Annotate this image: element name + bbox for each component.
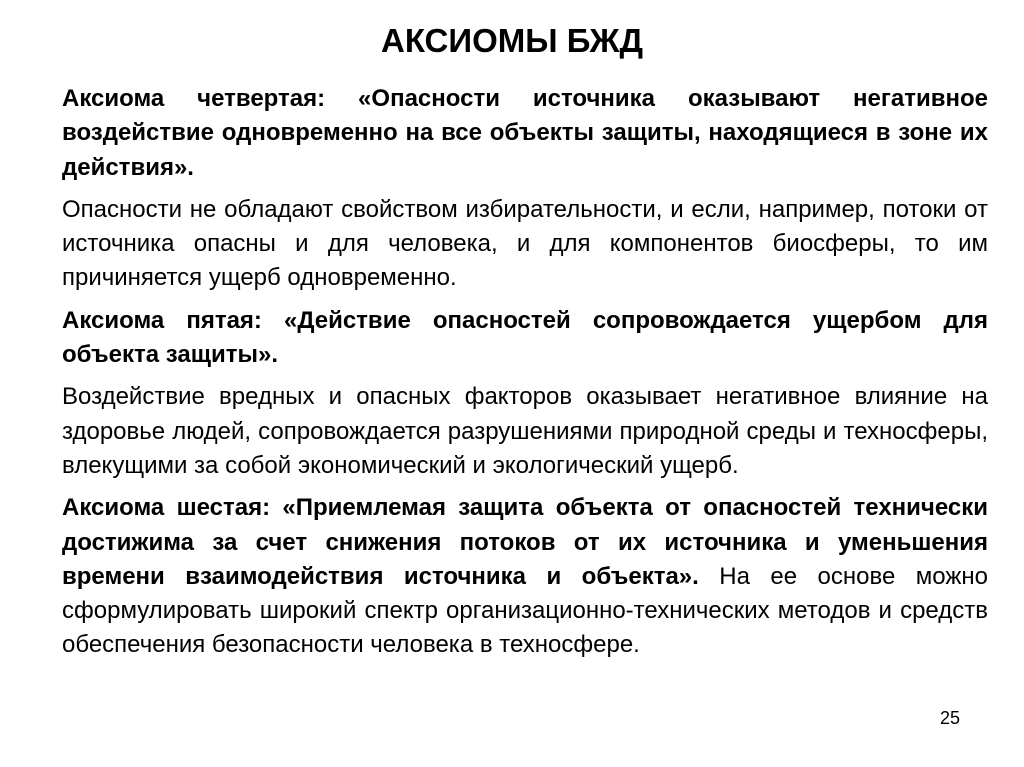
axiom-5-text: Воздействие вредных и опасных факторов оказывает негативное влияние на здоровье людей, сопровождается разрушениями природной среды и техносферы, влекущими за собой экономический и экологический ущерб. [62, 383, 988, 479]
axiom-4-explanation [62, 193, 988, 296]
axiom-4 [62, 82, 988, 185]
axiom-5 [62, 304, 988, 373]
page-number: 25 [940, 708, 961, 728]
axiom-4-text: Опасности не обладают свойством избирательности, и если, например, потоки от источника опасны и для человека, и для компонентов биосферы, то им причиняется ущерб одновременно. [62, 195, 988, 292]
slide-body [62, 82, 988, 671]
axiom-5-explanation [62, 380, 988, 483]
axiom-6 [62, 491, 988, 662]
axiom-5-statement: Аксиома пятая: «Действие опасностей сопровождается ущербом для объекта защиты». [62, 306, 988, 369]
axiom-6-statement: Аксиома шестая: «Приемлемая защита объекта от опасностей технически достижима за счет снижения потоков от их источника и уменьшения времени взаимодействия источника и объекта». [62, 494, 988, 590]
slide-title: АКСИОМЫ БЖД [381, 22, 643, 59]
axiom-4-statement: Аксиома четвертая: «Опасности источника оказывают негативное воздействие одновременно на все объекты защиты, находящиеся в зоне их действия». [62, 85, 988, 181]
axiom-6-text: На ее основе можно сформулировать широкий спектр организационно-технических методов и средств обеспечения безопасности человека в техносфере. [62, 562, 988, 659]
